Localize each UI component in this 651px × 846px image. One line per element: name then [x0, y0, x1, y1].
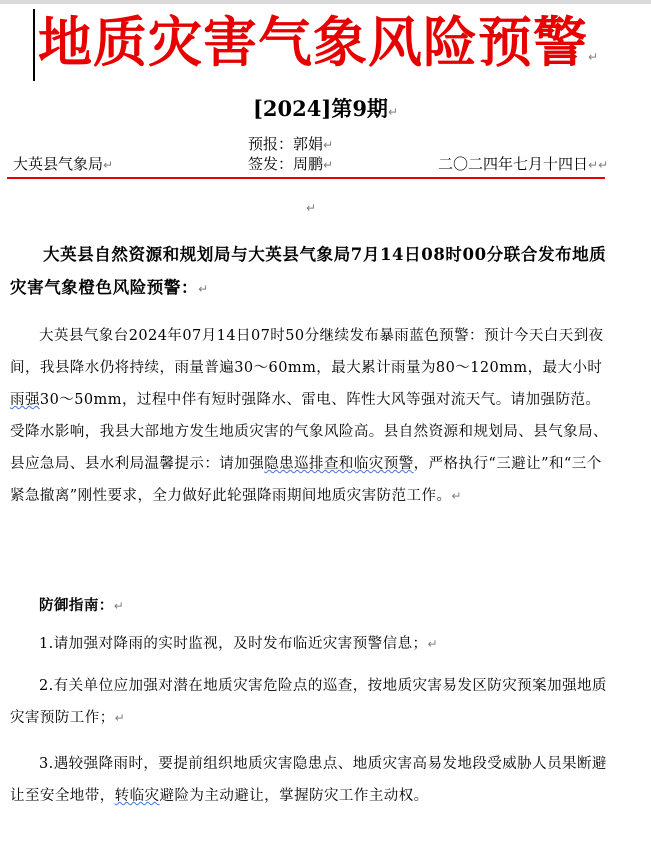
- paragraph-mark: ↵↵: [588, 158, 609, 172]
- forecaster-name: 郭娟: [293, 135, 324, 153]
- document-title[interactable]: 地质灾害气象风险预警↵: [38, 10, 600, 74]
- paragraph-mark: ↵: [588, 50, 600, 64]
- issuer-name: 周鹏: [293, 155, 324, 173]
- paragraph-mark: ↵: [198, 282, 209, 296]
- guide-item-3[interactable]: 3.遇较强降雨时，要提前组织地质灾害隐患点、地质灾害高易发地段受威胁人员果断避让至安全地带，转临灾避险为主动避让，掌握防灾工作主动权。: [10, 756, 607, 804]
- paragraph-mark: ↵: [451, 489, 462, 503]
- forecaster-label: 预报：: [248, 135, 294, 153]
- spell-check-underline: 雨强: [10, 392, 40, 408]
- organization-name[interactable]: 大英县气象局↵: [13, 155, 114, 173]
- red-divider-line: [7, 177, 605, 179]
- guide-item-2[interactable]: 2.有关单位应加强对潜在地质灾害危险点的巡查，按地质灾害易发区防灾预案加强地质灾害预防工作；↵: [10, 678, 607, 726]
- empty-paragraph-mark: ↵: [306, 201, 317, 215]
- paragraph-mark: ↵: [103, 158, 114, 172]
- issue-date[interactable]: 二〇二四年七月十四日↵↵: [438, 155, 609, 173]
- issue-number[interactable]: [2024]第9期↵: [253, 96, 398, 121]
- paragraph-mark: ↵: [114, 711, 126, 725]
- text-cursor: [33, 9, 35, 81]
- guide-item-1[interactable]: 1.请加强对降雨的实时监视，及时发布临近灾害预警信息；↵: [39, 636, 438, 652]
- paragraph-mark: ↵: [113, 599, 125, 613]
- lead-paragraph[interactable]: 大英县自然资源和规划局与大英县气象局7月14日08时00分联合发布地质灾害气象橙色风险预警：↵: [10, 245, 607, 297]
- forecaster-line[interactable]: [248, 134, 333, 155]
- paragraph-mark: ↵: [323, 138, 334, 152]
- body-paragraph[interactable]: 大英县气象台2024年07月14日07时50分继续发布暴雨蓝色预警：预计今天白天到夜间，我县降水仍将持续，雨量普遍30～60mm，最大累计雨量为80～120mm，最大小时雨强30～50mm，过程中伴有短时强降水、雷电、阵性大风等强对流天气。请加强防范。受降水影响，我县大部地方发生地质灾害的气象风险高。县自然资源和规划局、县气象局、县应急局、县水利局温馨提示：请加强隐患巡排查和临灾预警，严格执行“三避让”和“三个紧急撤离”刚性要求，全力做好此轮强降雨期间地质灾害防范工作。↵: [10, 328, 608, 504]
- guide-heading[interactable]: 防御指南：↵: [39, 597, 125, 614]
- paragraph-mark: ↵: [387, 105, 398, 119]
- spell-check-underline: 隐患巡排查和临灾预警: [264, 456, 414, 472]
- spell-check-underline: 转临灾: [114, 788, 160, 804]
- paragraph-mark: ↵: [427, 637, 438, 651]
- issuer-label: 签发：: [248, 155, 294, 173]
- top-edge: [0, 0, 651, 4]
- paragraph-mark: ↵: [323, 158, 334, 172]
- issuer-line[interactable]: [248, 154, 333, 175]
